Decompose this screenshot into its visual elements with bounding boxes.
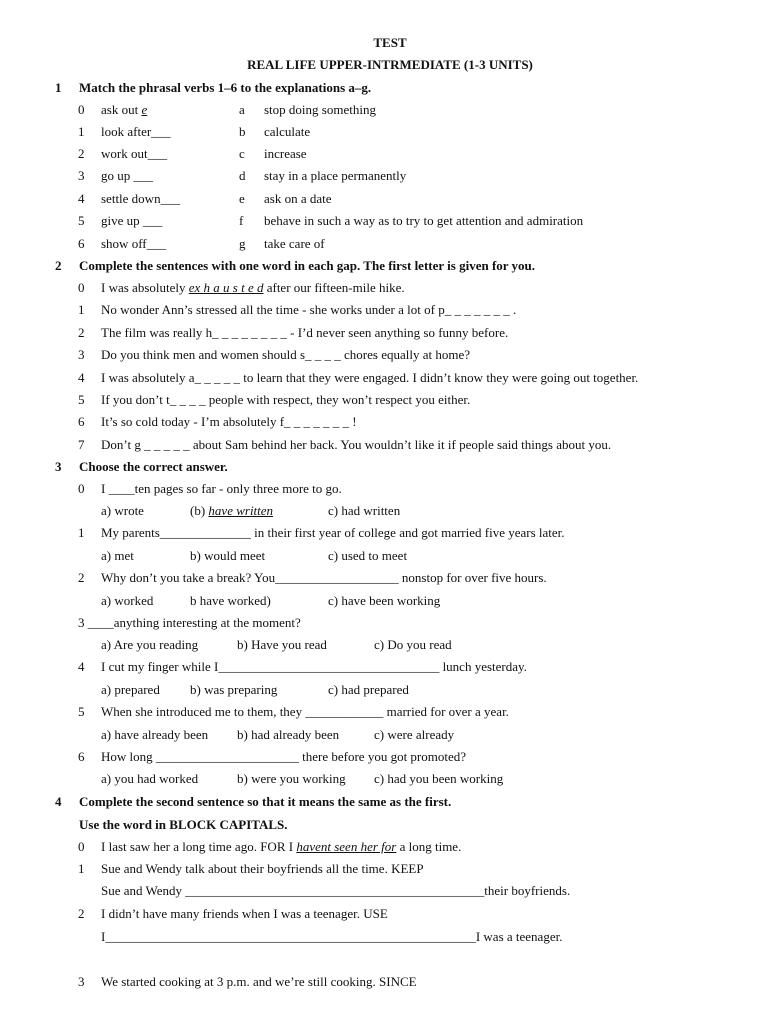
q2-5-sentence: If you don’t t_ _ _ _ people with respect, they won’t respect you either. bbox=[101, 392, 471, 407]
q3-1-option-c: c) used to meet bbox=[328, 548, 408, 563]
q3-6-option-a: a) you had worked bbox=[101, 771, 199, 786]
q2-6-sentence: It’s so cold today - I’m absolutely f_ _ _ _ _ _ _ ! bbox=[101, 414, 357, 429]
q1-1-number: 1 bbox=[78, 124, 85, 139]
q3-0-number: 0 bbox=[78, 481, 85, 496]
q1-0-answer: e bbox=[141, 102, 148, 117]
q3-4-number: 4 bbox=[78, 659, 85, 674]
q2-0-sentence: I was absolutely ex h a u s t e d after our fifteen-mile hike. bbox=[101, 280, 405, 295]
q2-1-sentence: No wonder Ann’s stressed all the time - she works under a lot of p_ _ _ _ _ _ _ . bbox=[101, 302, 517, 317]
q4-3-number: 3 bbox=[78, 974, 85, 989]
section-3-number: 3 bbox=[55, 459, 62, 474]
section-4-heading: Complete the second sentence so that it means the same as the first. bbox=[79, 794, 452, 809]
section-2-heading: Complete the sentences with one word in each gap. The first letter is given for you. bbox=[79, 258, 536, 273]
q3-5-number: 5 bbox=[78, 704, 85, 719]
q1-1-definition: calculate bbox=[264, 124, 311, 139]
q2-4-number: 4 bbox=[78, 370, 85, 385]
q4-1-prompt: Sue and Wendy talk about their boyfriends all the time. KEEP bbox=[101, 861, 424, 876]
q1-5-letter: f bbox=[239, 213, 244, 228]
q1-1-letter: b bbox=[239, 124, 246, 139]
test-title: TEST bbox=[373, 35, 407, 50]
q4-2-number: 2 bbox=[78, 906, 85, 921]
q1-4-letter: e bbox=[239, 191, 245, 206]
q3-1-option-a: a) met bbox=[101, 548, 134, 563]
section-2-number: 2 bbox=[55, 258, 62, 273]
q3-2-option-a: a) worked bbox=[101, 593, 154, 608]
q3-3-option-b: b) Have you read bbox=[237, 637, 327, 652]
q4-0-text: I last saw her a long time ago. FOR I havent seen her for a long time. bbox=[101, 839, 462, 854]
q1-3-definition: stay in a place permanently bbox=[264, 168, 407, 183]
q2-0-number: 0 bbox=[78, 280, 85, 295]
q1-1-verb: look after___ bbox=[101, 124, 171, 139]
q2-4-sentence: I was absolutely a_ _ _ _ _ to learn that they were engaged. I didn’t know they were going out together. bbox=[101, 370, 639, 385]
q4-2-answer-line: I_________________________________________________________I was a teenager. bbox=[101, 929, 563, 944]
q3-0-answer: have written bbox=[208, 503, 274, 518]
q3-3-option-a: a) Are you reading bbox=[101, 637, 199, 652]
q1-4-definition: ask on a date bbox=[264, 191, 332, 206]
q1-6-definition: take care of bbox=[264, 236, 325, 251]
q2-2-sentence: The film was really h_ _ _ _ _ _ _ _ - I’d never seen anything so funny before. bbox=[101, 325, 509, 340]
q1-6-letter: g bbox=[239, 236, 246, 251]
q3-1-text: My parents______________ in their first year of college and got married five years later. bbox=[101, 525, 565, 540]
section-1-number: 1 bbox=[55, 80, 62, 95]
q3-6-text: How long ______________________ there before you got promoted? bbox=[101, 749, 467, 764]
q1-0-definition: stop doing something bbox=[264, 102, 376, 117]
q1-6-verb: show off___ bbox=[101, 236, 167, 251]
q4-2-prompt: I didn’t have many friends when I was a teenager. USE bbox=[101, 906, 388, 921]
q1-3-letter: d bbox=[239, 168, 246, 183]
section-4-instruction: Use the word in BLOCK CAPITALS. bbox=[79, 817, 288, 832]
q4-3-prompt: We started cooking at 3 p.m. and we’re still cooking. SINCE bbox=[101, 974, 417, 989]
q3-2-text: Why don’t you take a break? You___________________ nonstop for over five hours. bbox=[101, 570, 547, 585]
q2-3-number: 3 bbox=[78, 347, 85, 362]
q1-4-verb: settle down___ bbox=[101, 191, 181, 206]
section-3-heading: Choose the correct answer. bbox=[79, 459, 228, 474]
q1-6-number: 6 bbox=[78, 236, 85, 251]
q2-7-sentence: Don’t g _ _ _ _ _ about Sam behind her back. You wouldn’t like it if people said things about you. bbox=[101, 437, 612, 452]
q1-0-verb: ask out e bbox=[101, 102, 148, 117]
q4-0-number: 0 bbox=[78, 839, 85, 854]
q3-0-text: I ____ten pages so far - only three more to go. bbox=[101, 481, 342, 496]
q3-4-option-b: b) was preparing bbox=[190, 682, 278, 697]
q1-0-number: 0 bbox=[78, 102, 85, 117]
q3-2-option-b: b have worked) bbox=[190, 593, 271, 608]
q1-5-definition: behave in such a way as to try to get attention and admiration bbox=[264, 213, 584, 228]
q1-5-number: 5 bbox=[78, 213, 85, 228]
q3-1-number: 1 bbox=[78, 525, 85, 540]
q3-5-option-c: c) were already bbox=[374, 727, 455, 742]
q2-1-number: 1 bbox=[78, 302, 85, 317]
q3-4-option-a: a) prepared bbox=[101, 682, 160, 697]
q3-4-text: I cut my finger while I__________________________________ lunch yesterday. bbox=[101, 659, 527, 674]
q2-0-answer: ex h a u s t e d bbox=[188, 280, 264, 295]
q4-1-number: 1 bbox=[78, 861, 85, 876]
q3-0-option-b: (b) have written bbox=[190, 503, 274, 518]
q3-6-number: 6 bbox=[78, 749, 85, 764]
q1-2-number: 2 bbox=[78, 146, 85, 161]
q1-2-letter: c bbox=[239, 146, 245, 161]
q1-3-number: 3 bbox=[78, 168, 85, 183]
q2-3-sentence: Do you think men and women should s_ _ _ _ chores equally at home? bbox=[101, 347, 470, 362]
q1-5-verb: give up ___ bbox=[101, 213, 163, 228]
q1-2-verb: work out___ bbox=[101, 146, 168, 161]
q3-1-option-b: b) would meet bbox=[190, 548, 266, 563]
q1-3-verb: go up ___ bbox=[101, 168, 153, 183]
q2-5-number: 5 bbox=[78, 392, 85, 407]
q1-4-number: 4 bbox=[78, 191, 85, 206]
q3-3-text: 3 ____anything interesting at the moment? bbox=[78, 615, 301, 630]
q3-4-option-c: c) had prepared bbox=[328, 682, 409, 697]
q2-7-number: 7 bbox=[78, 437, 85, 452]
q3-3-option-c: c) Do you read bbox=[374, 637, 452, 652]
q3-5-option-b: b) had already been bbox=[237, 727, 340, 742]
section-1-heading: Match the phrasal verbs 1–6 to the explanations a–g. bbox=[79, 80, 372, 95]
q3-0-option-a: a) wrote bbox=[101, 503, 144, 518]
worksheet-subtitle: REAL LIFE UPPER-INTRMEDIATE (1-3 UNITS) bbox=[247, 57, 533, 72]
q1-2-definition: increase bbox=[264, 146, 307, 161]
q3-5-text: When she introduced me to them, they ____________ married for over a year. bbox=[101, 704, 509, 719]
section-4-number: 4 bbox=[55, 794, 62, 809]
q2-2-number: 2 bbox=[78, 325, 85, 340]
q3-0-option-c: c) had written bbox=[328, 503, 401, 518]
q4-0-answer: havent seen her for bbox=[296, 839, 397, 854]
q3-5-option-a: a) have already been bbox=[101, 727, 209, 742]
q3-6-option-c: c) had you been working bbox=[374, 771, 504, 786]
q2-6-number: 6 bbox=[78, 414, 85, 429]
q3-6-option-b: b) were you working bbox=[237, 771, 346, 786]
q3-2-number: 2 bbox=[78, 570, 85, 585]
q4-1-answer-line: Sue and Wendy ______________________________________________their boyfriends. bbox=[101, 883, 571, 898]
q1-0-letter: a bbox=[239, 102, 245, 117]
q3-2-option-c: c) have been working bbox=[328, 593, 441, 608]
